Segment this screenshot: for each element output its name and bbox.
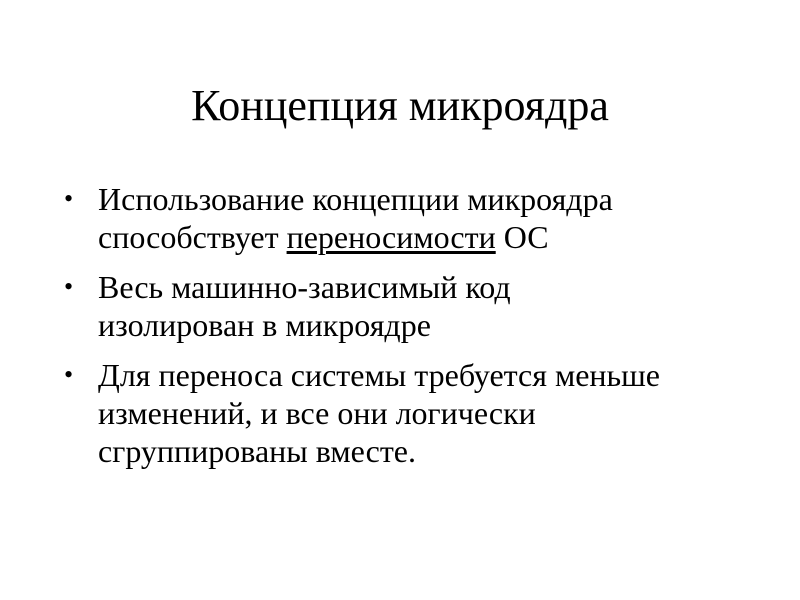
bullet-text-line: изолирован в микроядре [98, 307, 431, 343]
bullet-marker: • [64, 184, 74, 213]
slide-title: Концепция микроядра [191, 81, 609, 130]
bullet-item-portability [64, 180, 754, 256]
portability-underlined-term: переносимости [286, 219, 496, 255]
bullet-marker: • [64, 272, 74, 301]
bullet-item-fewer-changes [64, 356, 754, 470]
bullet-list [64, 180, 754, 482]
bullet-text-line: ОС [495, 219, 549, 255]
bullet-text-line: сгруппированы вместе. [98, 433, 416, 469]
bullet-text-line: Весь машинно-зависимый код [98, 269, 511, 305]
bullet-item-machine-dependent-code [64, 268, 754, 344]
bullet-text-line: Для переноса системы требуется меньше [98, 357, 660, 393]
bullet-marker: • [64, 360, 74, 389]
bullet-text-line: способствует [98, 219, 287, 255]
bullet-text-line: изменений, и все они логически [98, 395, 536, 431]
bullet-text-line: Использование концепции микроядра [98, 181, 613, 217]
